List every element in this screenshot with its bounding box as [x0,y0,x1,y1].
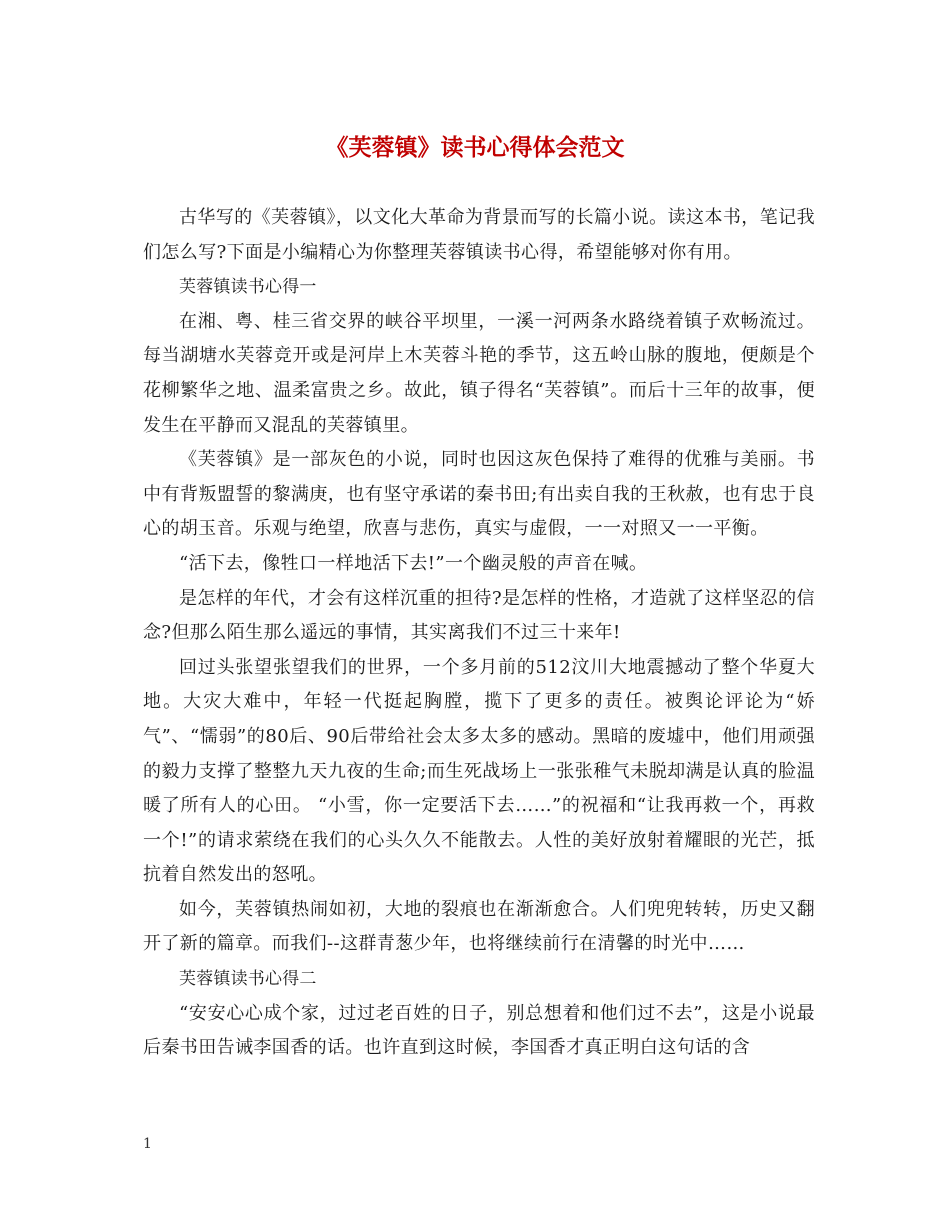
body-paragraph: 如今，芙蓉镇热闹如初，大地的裂痕也在渐渐愈合。人们兜兜转转，历史又翻开了新的篇章。而我们--这群青葱少年，也将继续前行在清馨的时光中…… [143,898,815,955]
section-heading-one: 芙蓉镇读书心得一 [179,277,317,298]
body-paragraph: 在湘、粤、桂三省交界的峡谷平坝里，一溪一河两条水路绕着镇子欢畅流过。每当湖塘水芙蓉竞开或是河岸上木芙蓉斗艳的季节，这五岭山脉的腹地，便颇是个花柳繁华之地、温柔富贵之乡。故此，镇子得名“芙蓉镇”。而后十三年的故事，便发生在平静而又混乱的芙蓉镇里。 [143,310,815,436]
body-paragraph: “安安心心成个家，过过老百姓的日子，别总想着和他们过不去”，这是小说最后秦书田告诫李国香的话。也许直到这时候，李国香才真正明白这句话的含 [143,1002,815,1059]
document-title: 《芙蓉镇》读书心得体会范文 [325,134,625,161]
body-paragraph: “活下去，像牲口一样地活下去!”一个幽灵般的声音在喊。 [179,552,648,574]
page-number: 1 [143,1136,152,1152]
intro-paragraph: 古华写的《芙蓉镇》，以文化大革命为背景而写的长篇小说。读这本书，笔记我们怎么写?下面是小编精心为你整理芙蓉镇读书心得，希望能够对你有用。 [143,207,815,263]
section-heading-two: 芙蓉镇读书心得二 [179,969,317,990]
body-paragraph: 回过头张望张望我们的世界，一个多月前的512汶川大地震撼动了整个华夏大地。大灾大难中，年轻一代挺起胸膛，揽下了更多的责任。被舆论评论为“娇气”、“懦弱”的80后、90后带给社会太多太多的感动。黑暗的废墟中，他们用顽强的毅力支撑了整整九天九夜的生命;而生死战场上一张张稚气未脱却满是认真的脸温暖了所有人的心田。 “小雪，你一定要活下去……”的祝福和“让我再救一个，再救一个!”的请求萦绕在我们的心头久久不能散去。人性的美好放射着耀眼的光芒，抵抗着自然发出的怒吼。 [143,656,815,886]
body-paragraph: 是怎样的年代，才会有这样沉重的担待?是怎样的性格，才造就了这样坚忍的信念?但那么陌生那么遥远的事情，其实离我们不过三十来年! [143,587,815,644]
body-paragraph: 《芙蓉镇》是一部灰色的小说，同时也因这灰色保持了难得的优雅与美丽。书中有背叛盟誓的黎满庚，也有坚守承诺的秦书田;有出卖自我的王秋赦，也有忠于良心的胡玉音。乐观与绝望，欣喜与悲伤，真实与虚假，一一对照又一一平衡。 [143,449,815,540]
document-body [143,201,815,1066]
